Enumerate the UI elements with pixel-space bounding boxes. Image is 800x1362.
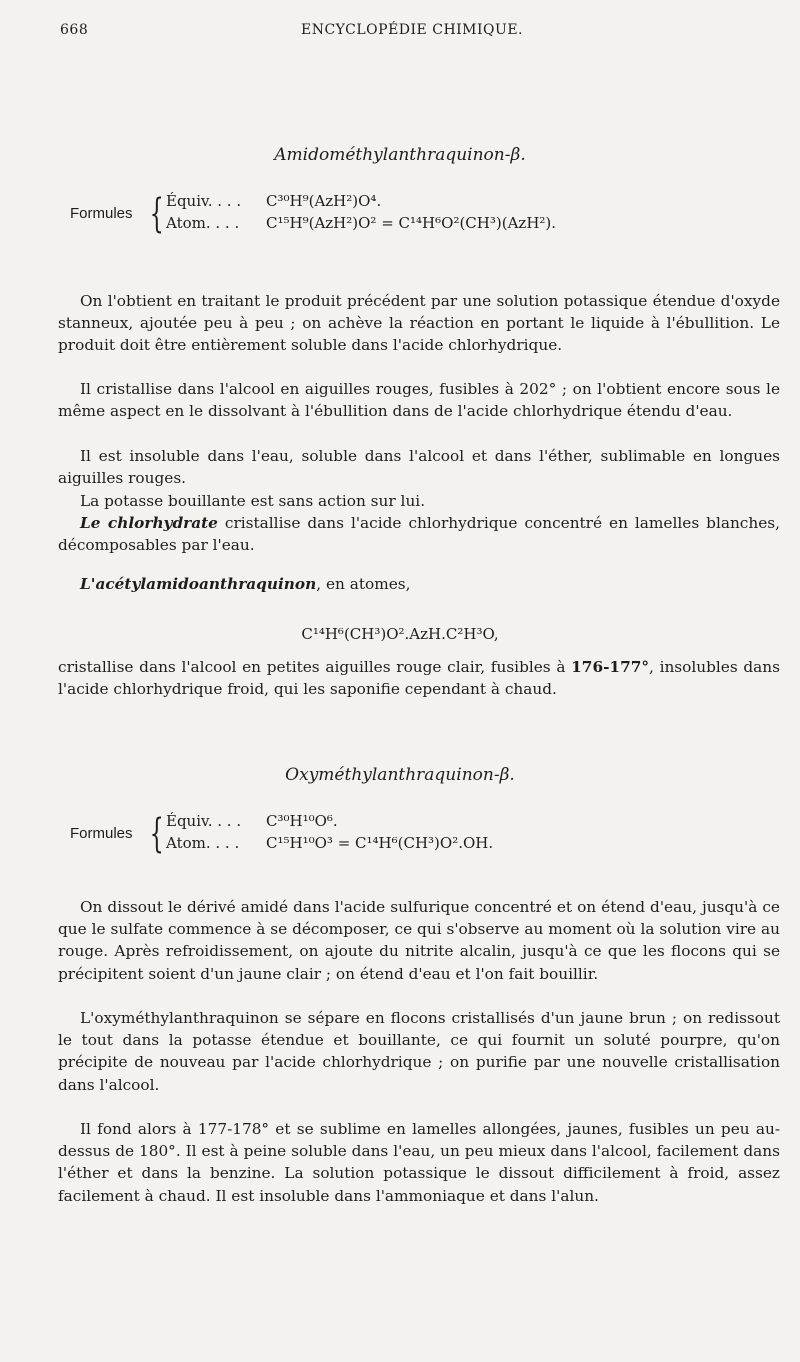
formula-value: C³⁰H¹⁰O⁶. [266,812,338,830]
paragraph-acetyl [58,573,780,595]
formula-value: C¹⁵H⁹(AzH²)O² = C¹⁴H⁶O²(CH³)(AzH²). [266,214,557,232]
paragraph: L'oxyméthylanthraquinon se sépare en flocons cristallisés d'un jaune brun ; on redissout le tout dans la potasse étendue et bouillante, ce qui fournit un soluté pourpre, qu'on précipite de nouveau par l'acide chlorhydrique ; on purifie par une nouvelle cristallisation dans l'alcool. [58,1009,780,1094]
formula-type: Équiv. . . . [166,192,242,210]
brace-icon: { [149,811,164,857]
acetyl-formula: C¹⁴H⁶(CH³)O².AzH.C²H³O, [301,625,499,643]
brace-icon: { [149,191,164,237]
compound-name: Le chlorhydrate [80,514,218,532]
paragraph: Il cristallise dans l'alcool en aiguilles rouges, fusibles à 202° ; on l'obtient encore sous le même aspect en le dissolvant à l'ébullition dans de l'acide chlorhydrique étendu d'eau. [58,380,780,421]
formula-block [70,192,780,238]
paragraph [58,656,780,700]
section-title: Amidométhylanthraquinon-β. [274,145,526,165]
formula-type: Atom. . . . [166,214,240,232]
formula-block [70,812,780,858]
formula-value: C³⁰H⁹(AzH²)O⁴. [266,192,382,210]
formula-type: Atom. . . . [166,834,240,852]
paragraph: Il fond alors à 177-178° et se sublime en lamelles allongées, jaunes, fusibles un peu au-dessus de 180°. Il est à peine soluble dans l'eau, un peu mieux dans l'alcool, facilement dans l'éther et dans la benzine. La solution potassique le dissout difficilement à froid, assez facilement à chaud. Il est insoluble dans l'ammoniaque et dans l'alun. [58,1120,780,1205]
page-number: 668 [60,22,89,38]
paragraph-text: , insolubles dans l'acide chlorhydrique froid, qui les saponifie cependant à chaud. [58,658,780,699]
paragraph: On dissout le dérivé amidé dans l'acide sulfurique concentré et on étend d'eau, jusqu'à ce que le sulfate commence à se décomposer, ce qui s'observe au moment où la solution vire au rouge. Après refroidissement, on ajoute du nitrite alcalin, jusqu'à ce que les flocons qui se précipitent soient d'un jaune clair ; on étend d'eau et l'on fait bouillir. [58,898,780,983]
paragraph-text: cristallise dans l'acide chlorhydrique concentré en lamelles blanches, décomposables par l'eau. [58,514,780,555]
formulas-label: Formules [70,205,133,222]
running-head: ENCYCLOPÉDIE CHIMIQUE. [301,22,523,38]
paragraph-text: , en atomes, [316,575,411,593]
formula-value: C¹⁵H¹⁰O³ = C¹⁴H⁶(CH³)O².OH. [266,834,494,852]
paragraph: On l'obtient en traitant le produit précédent par une solution potassique étendue d'oxyde stanneux, ajoutée peu à peu ; on achève la réaction en portant le liquide à l'ébullition. Le produit doit être entièrement soluble dans l'acide chlorhydrique. [58,292,780,355]
paragraph: Il est insoluble dans l'eau, soluble dans l'alcool et dans l'éther, sublimable en longues aiguilles rouges. [58,447,780,488]
melting-point: 176-177° [571,658,650,676]
paragraph-chlorhydrate [58,512,780,556]
formula-type: Équiv. . . . [166,812,242,830]
paragraph: La potasse bouillante est sans action sur lui. [80,492,426,510]
section-title: Oxyméthylanthraquinon-β. [285,765,515,785]
formulas-label: Formules [70,825,133,842]
paragraph-text: cristallise dans l'alcool en petites aiguilles rouge clair, fusibles à [58,658,572,676]
compound-name: L'acétylamidoanthraquinon [80,575,317,593]
